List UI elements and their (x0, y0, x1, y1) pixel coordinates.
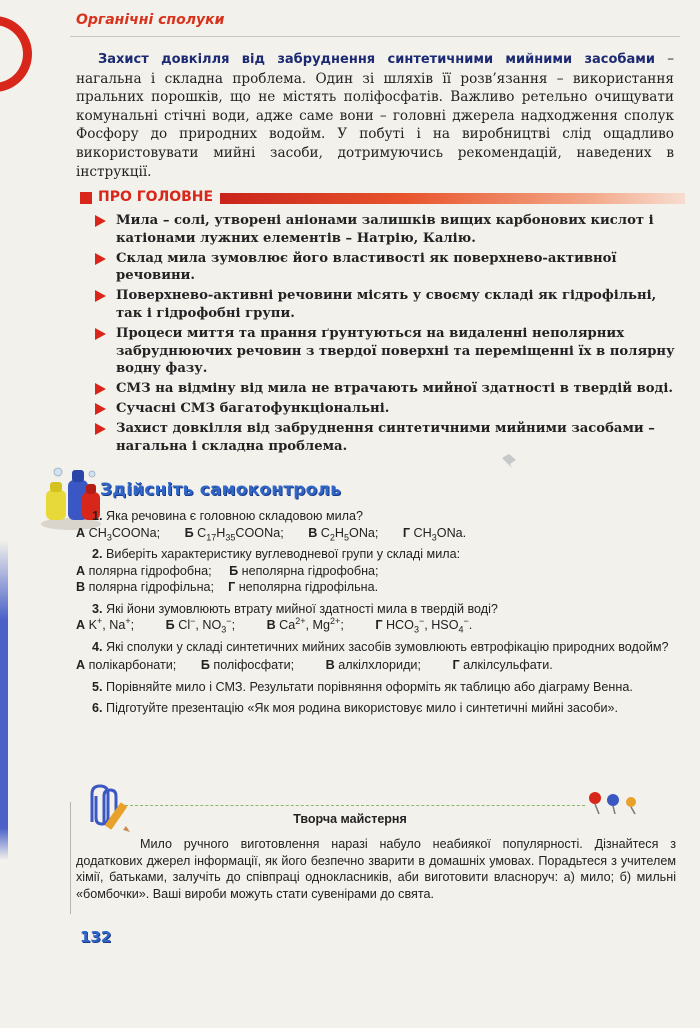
running-header: Органічні сполуки (76, 12, 225, 28)
creative-text: Мило ручного виготовлення наразі набуло неабиякої популярності. Дізнайтеся з додаткових джерел інформації, як його безпечно зварити в домашніх умовах. Порадьтеся з учителем хімії, батьками, залучіть до співпраці однокласників, аби виготовити власноруч: а) мило; б) мильні «бомбочки». Ваші вироби можуть стати сувенірами до свята. (76, 837, 676, 901)
intro-text: – нагальна і складна проблема. Один зі шляхів її розв’язання – використання пральних порошків, що не містять поліфосфатів. Важливо ретельно очищувати комунальні стічні води, адже саме вони – головні джерела надходження сполук Фосфору до природних водойм. У побуті і на виробництві слід ощадливо використовувати мийні засоби, дотримуючись рекомендацій, наведених в інструкції. (76, 51, 674, 180)
summary-list (92, 212, 677, 457)
summary-item: Поверхнево-активні речовини місять у своєму складі як гідрофільні, так і гідрофобні групи. (92, 287, 677, 323)
question-2-options-row2: В полярна гідрофільна; Г неполярна гідрофільна. (76, 580, 379, 594)
question-4: 4. Які сполуки у складі синтетичних мийних засобів зумовлюють евтрофікацію природних водойм? (92, 639, 669, 654)
summary-item: Мила – солі, утворені аніонами залишків вищих карбонових кислот і катіонами лужних елементів – Натрію, Калію. (92, 212, 677, 248)
arrow-bullet-icon (95, 403, 106, 415)
arrow-bullet-icon (95, 215, 106, 227)
summary-item: Сучасні СМЗ багатофункціональні. (92, 400, 677, 418)
question-6: 6. Підготуйте презентацію «Як моя родина використовує мило і синтетичні мийні засоби». (92, 701, 619, 715)
selfcheck-questions (76, 508, 676, 717)
chapter-arc-decoration (0, 16, 32, 92)
creative-title: Творча майстерня (293, 812, 407, 826)
arrow-bullet-icon (95, 290, 106, 302)
question-3: 3. Які йони зумовлюють втрату мийної здатності мила в твердій воді? (92, 601, 498, 616)
arrow-bullet-icon (95, 423, 106, 435)
arrow-bullet-icon (95, 328, 106, 340)
summary-heading-bar (80, 190, 685, 206)
arrow-bullet-icon (95, 253, 106, 265)
arrow-bullet-icon (95, 383, 106, 395)
selfcheck-title: Здійсніть самоконтроль (100, 480, 342, 500)
summary-item: Процеси миття та прання ґрунтуються на видаленні неполярних забруднюючих речовин з твердої поверхні та переміщенні їх в полярну водну фазу. (92, 325, 677, 378)
question-4-options: А полікарбонати; Б поліфосфати; В алкілхлориди; Г алкілсульфати. (76, 658, 553, 672)
summary-item: СМЗ на відміну від мила не втрачають мийної здатності в твердій воді. (92, 380, 677, 398)
summary-gradient-rule (220, 193, 685, 204)
creative-dashed-rule (120, 805, 585, 806)
intro-bold-lead: Захист довкілля від забруднення синтетичними мийними засобами (98, 52, 656, 67)
intro-paragraph (76, 50, 674, 181)
question-1-options: А $CH_3COONa$; Б $C_{17}H_{35}COONa$; В $C_2H_5ONa$; Г $CH_3ONa$. (76, 525, 467, 543)
page-number: 132 (80, 928, 112, 946)
question-2: 2. Виберіть характеристику вуглеводневої групи у складі мила: (92, 547, 461, 561)
summary-item: Захист довкілля від забруднення синтетичними мийними засобами – нагальна і складна проблема. (92, 420, 677, 456)
question-1: 1. Яка речовина є головною складовою мила? (92, 509, 363, 523)
summary-square-icon (80, 192, 92, 204)
summary-item: Склад мила зумовлює його властивості як поверхнево-активної речовини. (92, 250, 677, 286)
summary-title: ПРО ГОЛОВНЕ (98, 189, 214, 205)
header-rule (70, 36, 680, 37)
ink-spot-decoration (498, 448, 520, 470)
question-5: 5. Порівняйте мило і СМЗ. Результати порівняння оформіть як таблицю або діаграму Венна. (92, 679, 633, 694)
question-3-options: А K+, Na+; Б Cl−, $NO_3^-$; В $Ca^{2+}$, $Mg^{2+}$; Г $HCO_3^-$, $HSO_4^-$. (76, 615, 473, 635)
question-2-options-row1: А полярна гідрофобна; Б неполярна гідрофобна; (76, 563, 379, 578)
